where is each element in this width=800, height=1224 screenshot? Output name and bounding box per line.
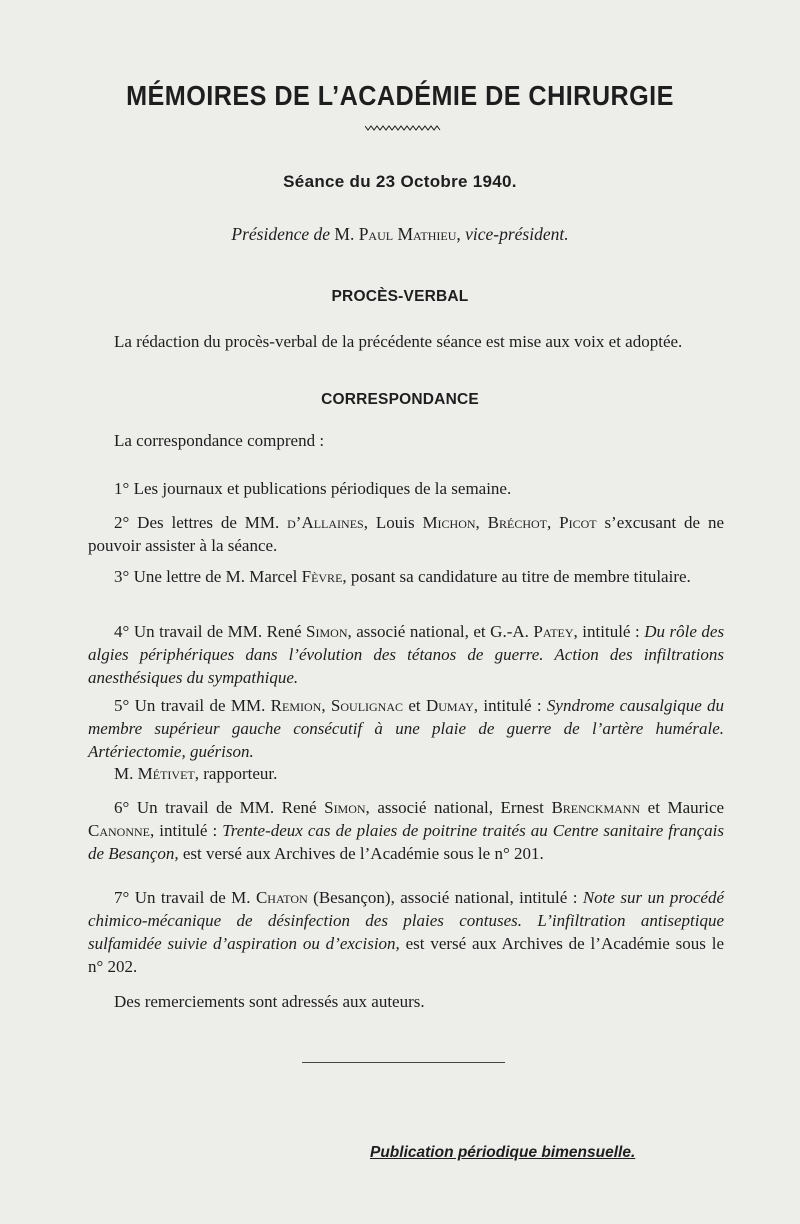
presidence-name: Paul Mathieu, [358, 224, 461, 244]
rapporteur-line: M. Métivet, rapporteur. [114, 764, 278, 783]
item-number: 4° [114, 622, 130, 641]
proces-verbal-text: La rédaction du procès-verbal de la précédente séance est mise aux voix et adoptée. [114, 332, 683, 351]
item-number: 7° [114, 888, 130, 907]
seance-date: Séance du 23 Octobre 1940. [283, 172, 517, 191]
presidence-title: M. [334, 224, 355, 244]
item-number: 2° [114, 513, 130, 532]
correspondance-item-2: 2° Des lettres de MM. d’Allaines, Louis Michon, Bréchot, Picot s’excusant de ne pouvoir assister à la séance. [88, 513, 724, 555]
presidence-prefix: Présidence de [231, 224, 331, 244]
wavy-ornament-icon [365, 123, 441, 133]
item-number: 6° [114, 798, 130, 817]
work-title: Du rôle des algies périphériques dans l’évolution des tétanos de guerre. Action des infiltrations anesthésiques du sympathique. [88, 622, 725, 687]
correspondance-item-5: 5° Un travail de MM. Remion, Soulignac et Dumay, intitulé : Syndrome causalgique du membre supérieur gauche consécutif à une plaie de guerre de l’artère humérale. Artériectomie, guérison. [88, 696, 725, 761]
correspondance-item-7: 7° Un travail de M. Chaton (Besançon), associé national, intitulé : Note sur un procédé chimico-mécanique de désinfection des plaies contuses. L’infiltration antiseptique sulfamidée suivie d’aspiration ou d’excision, est versé aux Archives de l’Académie sous le n° 202. [88, 888, 725, 976]
presidence-line [0, 224, 800, 245]
work-title: Trente-deux cas de plaies de poitrine traités au Centre sanitaire français de Besançon, [88, 821, 725, 863]
presidence-role: vice-président. [465, 224, 569, 244]
closing-remark: Des remerciements sont adressés aux auteurs. [114, 992, 425, 1011]
item-number: 5° [114, 696, 130, 715]
publication-footer: Publication périodique bimensuelle. [370, 1144, 636, 1161]
work-title: Note sur un procédé chimico-mécanique de désinfection des plaies contuses. L’infiltration antiseptique sulfamidée suivie d’aspiration ou d’excision, [88, 888, 725, 953]
section-divider [302, 1062, 505, 1063]
item-number: 1° [114, 479, 130, 498]
page-title: MÉMOIRES DE L’ACADÉMIE DE CHIRURGIE [126, 80, 674, 111]
item-number: 3° [114, 567, 130, 586]
correspondance-intro: La correspondance comprend : [114, 431, 325, 450]
proces-verbal-heading: PROCÈS-VERBAL [331, 288, 469, 305]
correspondance-heading: CORRESPONDANCE [321, 391, 479, 408]
work-title: Syndrome causalgique du membre supérieur gauche consécutif à une plaie de guerre de l’artère humérale. Artériectomie, guérison. [88, 696, 725, 761]
correspondance-item-4: 4° Un travail de MM. René Simon, associé national, et G.-A. Patey, intitulé : Du rôle des algies périphériques dans l’évolution des tétanos de guerre. Action des infiltrations anesthésiques du sympathique. [88, 622, 725, 687]
correspondance-item-6: 6° Un travail de MM. René Simon, associé national, Ernest Brenckmann et Maurice Canonne, intitulé : Trente-deux cas de plaies de poitrine traités au Centre sanitaire français de Besançon, est versé aux Archives de l’Académie sous le n° 201. [88, 798, 725, 863]
correspondance-item-1: 1° Les journaux et publications périodiques de la semaine. [114, 479, 512, 498]
correspondance-item-3: 3° Une lettre de M. Marcel Fèvre, posant sa candidature au titre de membre titulaire. [114, 567, 691, 586]
